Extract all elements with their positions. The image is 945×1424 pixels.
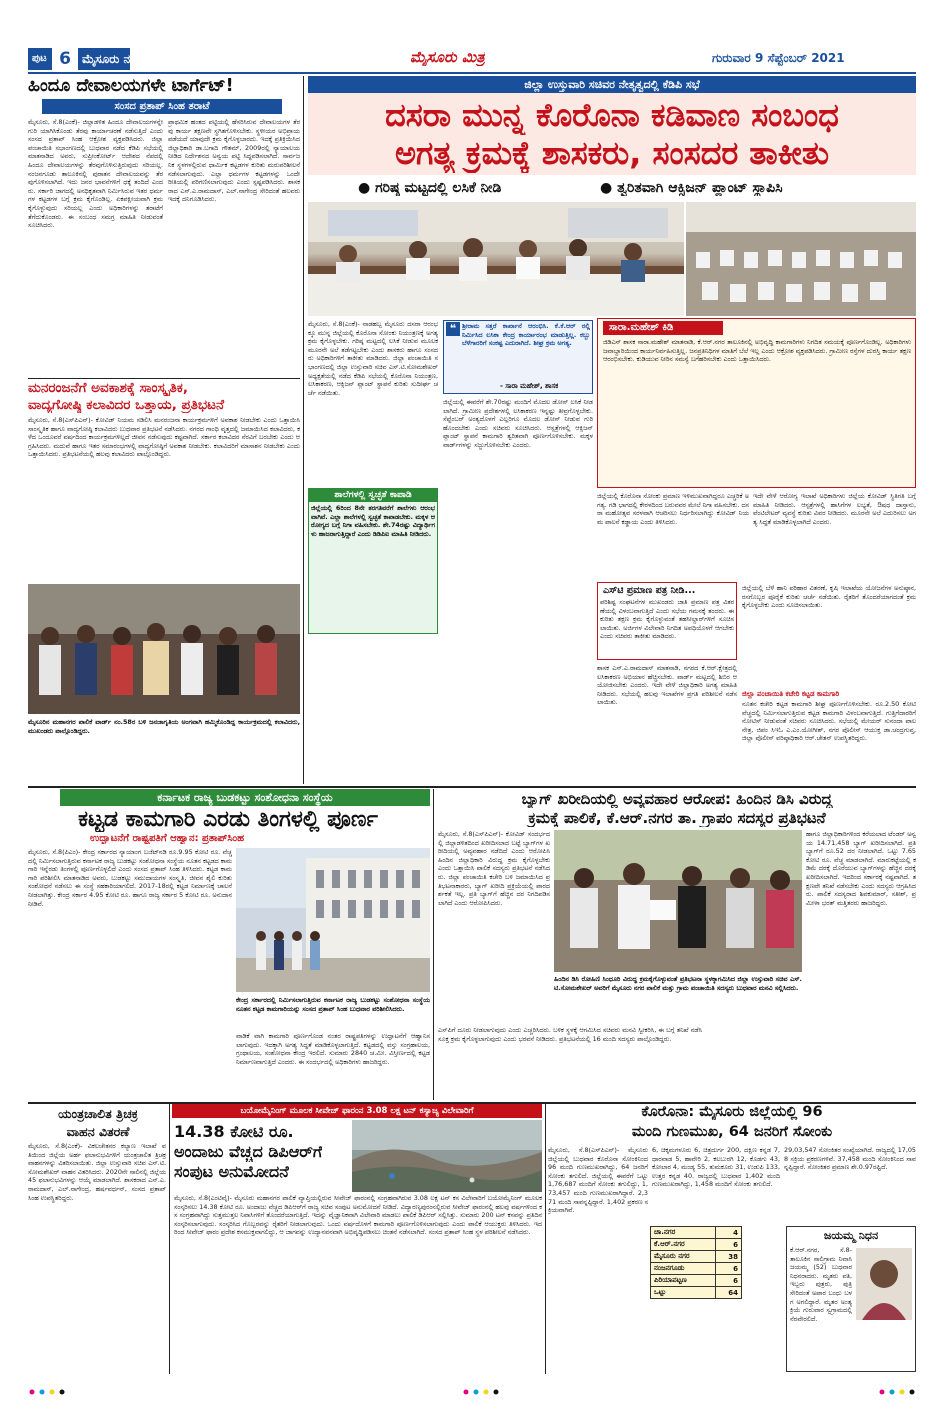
lead-story-col-4: ಶಾಸಕ ಎಸ್.ಎ.ರಾಮದಾಸ್ ಮಾತನಾಡಿ, ನಗರದ ಕೆ.ಆರ್.ಕ್ಷೇತ್ರದಲ್ಲಿ ಲಸಿಕಾಕರಣ ಅಭಿಯಾನ ಹೆಚ್ಚಿಸಬೇಕು. ವಾರ್ಡ್ ಮಟ್ಟದಲ್ಲಿ ಶಿಬಿರ ಆಯೋಜಿಸಬೇಕು ಎಂದರು. ಇದೇ ವೇಳೆ ಜಿಲ್ಲಾಧಿಕಾರಿ ಅಗತ್ಯ ಮಾಹಿತಿ ನೀಡಿದರು. ಸಭೆಯಲ್ಲಿ ಹಲವು ಇಲಾಖೆಗಳ ಪ್ರಗತಿ ಪರಿಶೀಲನೆ ನಡೆಸಲಾಯಿತು. [597,664,737,707]
building-caption: ಕೇಂದ್ರ ಸರ್ಕಾರದಲ್ಲಿ ನಿರ್ಮಿಸಲಾಗುತ್ತಿರುವ ಕರ್ನಾಟಕ ರಾಜ್ಯ ಬುಡಕಟ್ಟು ಸಂಶೋಧನಾ ಸಂಸ್ಥೆಯ ನೂತನ ಕಟ್ಟಡ ಕಾಮಗಾರಿಯನ್ನು ಸಂಸದ ಪ್ರತಾಪ್ ಸಿಂಹ ಬುಧವಾರ ಪರಿಶೀಲಿಸಿದರು. [236,996,430,1013]
entertainment-body: ಮೈಸೂರು, ಸೆ.8(ಎಸ್‌ಪಿಎನ್)- ಕೋವಿಡ್ ನಿಯಮ ಸಡಿಲಿಸಿ ಮನರಂಜನಾ ಕಾರ್ಯಕ್ರಮಗಳಿಗೆ ಅವಕಾಶ ನೀಡಬೇಕು ಎಂದು ಒತ್ತಾಯಿಸಿ ಸಾಂಸ್ಕೃತಿಕ ಹಾಗೂ ವಾದ್ಯಗೋಷ್ಠಿ ಕಲಾವಿದರು ಬುಧವಾರ ಪ್ರತಿಭಟನೆ ನಡೆಸಿದರು. ನಗರದ ಗಾಂಧಿ ವೃತ್ತದಲ್ಲಿ ಜಮಾಯಿಸಿದ ಕಲಾವಿದರು, ಕಳೆದ ಒಂದೂವರೆ ವರ್ಷದಿಂದ ಕಾರ್ಯಕ್ರಮಗಳಿಲ್ಲದೆ ಜೀವನ ನಡೆಸುವುದು ಕಷ್ಟವಾಗಿದೆ. ಸರ್ಕಾರ ಕಲಾವಿದರ ನೆರವಿಗೆ ಬರಬೇಕು ಎಂದು ಆಗ್ರಹಿಸಿದರು. ಮದುವೆ ಹಾಗೂ ಇತರ ಸಮಾರಂಭಗಳಲ್ಲಿ ವಾದ್ಯಗೋಷ್ಠಿಗೆ ಅವಕಾಶ ನೀಡಬೇಕು. ಕಲಾವಿದರಿಗೆ ಮಾಸಾಶನ ನೀಡಬೇಕು ಎಂದು ಒತ್ತಾಯಿಸಿದರು. ಪ್ರತಿಭಟನೆಯಲ್ಲಿ ಹಲವು ಕಲಾವಿದರು ಪಾಲ್ಗೊಂಡಿದ್ದರು. [28,416,300,459]
st-certificate-title: ಎಸ್‌ಟಿ ಪ್ರಮಾಣ ಪತ್ರ ನೀಡಿ... [603,585,696,596]
building-body-2: ವಾಡಿಕೆ ವಾಗಿ ಕಾಮಗಾರಿ ಪೂರ್ಣಗೊಂಡ ನಂತರ ರಾಷ್ಟ್ರಪತಿಗಳನ್ನು ಉದ್ಘಾಟನೆಗೆ ಆಹ್ವಾನಿಸಲಾಗುವುದು. ಇದಕ್ಕಾಗಿ ಅಗತ್ಯ ಸಿದ್ಧತೆ ಮಾಡಿಕೊಳ್ಳಲಾಗುತ್ತಿದೆ. ಕಟ್ಟಡದಲ್ಲಿ ವಸ್ತು ಸಂಗ್ರಹಾಲಯ, ಗ್ರಂಥಾಲಯ, ಸಂಶೋಧನಾ ಕೇಂದ್ರ ಇರಲಿದೆ. ಸುಮಾರು 2840 ಚ.ಮೀ. ವಿಸ್ತೀರ್ಣದಲ್ಲಿ ಕಟ್ಟಡ ನಿರ್ಮಾಣವಾಗುತ್ತಿದೆ ಎಂದರು. ಈ ಸಂದರ್ಭದಲ್ಲಿ ಅಧಿಕಾರಿಗಳು ಹಾಜರಿದ್ದರು. [236,1032,430,1066]
bag-headline-2: ಕ್ರಮಕ್ಕೆ ಪಾಲಿಕೆ, ಕೆ.ಆರ್.ನಗರ ತಾ. ಗ್ರಾಪಂ ಸದಸ್ಯರ ಪ್ರತಿಭಟನೆ [528,809,826,827]
schools-text: ಜಿಲ್ಲೆಯಲ್ಲಿ 6ರಿಂದ 8ನೇ ತರಗತಿವರೆಗೆ ಶಾಲೆಗಳು ಆರಂಭವಾಗಿವೆ. ಎಲ್ಲಾ ಶಾಲೆಗಳಲ್ಲಿ ಸ್ವಚ್ಛತೆ ಕಾಪಾಡಬೇಕು. ಮಕ್ಕಳ ಆರೋಗ್ಯದ ಬಗ್ಗೆ ನಿಗಾ ವಹಿಸಬೇಕು. ಶೇ.74ರಷ್ಟು ವಿದ್ಯಾರ್ಥಿಗಳು ಹಾಜರಾಗುತ್ತಿದ್ದಾರೆ ಎಂದು ಡಿಡಿಪಿಐ ಮಾಹಿತಿ ನೀಡಿದರು. [311,504,435,538]
temple-subhead: ಸಂಸದ ಪ್ರತಾಪ್ ಸಿಂಹ ತರಾಟೆ [42,99,282,114]
column-divider [169,1104,170,1374]
table-row [651,1239,742,1251]
table-row [651,1251,742,1263]
mech-body: ಮೈಸೂರು, ಸೆ.8(ಎಂಕೆ)- ವಿಕಲಚೇತನರ ಕಲ್ಯಾಣ ಇಲಾಖೆ ವತಿಯಿಂದ ಜಿಲ್ಲೆಯ ಅರ್ಹ ಫಲಾನುಭವಿಗಳಿಗೆ ಯಂತ್ರಚಾಲಿತ ತ್ರಿಚಕ್ರ ವಾಹನಗಳನ್ನು ವಿತರಿಸಲಾಯಿತು. ಜಿಲ್ಲಾ ಉಸ್ತುವಾರಿ ಸಚಿವ ಎಸ್.ಟಿ.ಸೋಮಶೇಖರ್ ವಾಹನ ವಿತರಿಸಿದರು. 2020ನೇ ಸಾಲಿನಲ್ಲಿ ಜಿಲ್ಲೆಯ 45 ಫಲಾನುಭವಿಗಳನ್ನು ಆಯ್ಕೆ ಮಾಡಲಾಗಿದೆ. ಶಾಸಕರಾದ ಎಸ್.ಎ.ರಾಮದಾಸ್, ಎಲ್.ನಾಗೇಂದ್ರ, ಹರ್ಷವರ್ಧನ್, ಸಂಸದ ಪ್ರತಾಪ್ ಸಿಂಹ ಉಪಸ್ಥಿತರಿದ್ದರು. [28,1142,166,1202]
header-rule [28,72,916,74]
table-row [651,1227,742,1239]
building-kicker: ಕರ್ನಾಟಕ ರಾಜ್ಯ ಬುಡಕಟ್ಟು ಸಂಶೋಧನಾ ಸಂಸ್ಥೆಯ [60,789,430,806]
table-cell: 6 [716,1239,742,1251]
lead-headline-1: ದಸರಾ ಮುನ್ನ ಕೊರೊನಾ ಕಡಿವಾಣ ಸಂಬಂಧ [385,96,839,134]
page-number: 6 [52,48,78,70]
building-headline: ಕಟ್ಟಡ ಕಾಮಗಾರಿ ಎರಡು ತಿಂಗಳಲ್ಲಿ ಪೂರ್ಣ [78,807,378,832]
entertainment-caption: ಮೈಸೂರಿನ ಮಹಾನಗರ ಪಾಲಿಕೆ ವಾರ್ಡ್ ನಂ.58ರ ಬಳಿ ಜನಜಾಗೃತಿಯ ಅಂಗವಾಗಿ ಹಮ್ಮಿಕೊಂಡಿದ್ದ ಕಾರ್ಯಕ್ರಮದಲ್ಲಿ ಕಲಾವಿದರು, ಮುಖಂಡರು ಪಾಲ್ಗೊಂಡಿದ್ದರು. [28,718,300,735]
biomining-headline-1: 14.38 ಕೋಟಿ ರೂ. [174,1122,294,1141]
biomining-headline-3: ಸಂಪುಟ ಅನುಮೋದನೆ [174,1162,289,1181]
obituary-title: ಜಯಮ್ಮ ನಿಧನ [823,1229,879,1242]
bag-protest-photo [554,830,802,972]
quote-text: ಶ್ರೀರಾಮ ಸತ್ತರೆ ಕಾರ್ಖಾನೆ ಆರಂಭಿಸಿ. ಕೆ.ಕೆ.ಆರ್ ರಲ್ಲಿ ನಿರ್ಮಿಸಿದ ಲಸಿಕಾ ಕೇಂದ್ರ ಕಾರ್ಯಾರಂಭ ಮಾಡುತ್ತಿಲ್ಲ. ಕಬ್ಬು ಬೆಳೆಗಾರರಿಗೆ ಸಂಕಷ್ಟ ಎದುರಾಗಿದೆ. ಶೀಘ್ರ ಕ್ರಮ ಅಗತ್ಯ. [462,322,590,348]
bag-headline-1: ಬ್ಯಾಗ್ ಖರೀದಿಯಲ್ಲಿ ಅವ್ಯವಹಾರ ಆರೋಪ: ಹಿಂದಿನ ಡಿಸಿ ವಿರುದ್ಧ [521,790,833,808]
table-row [651,1275,742,1287]
table-cell: ಮೈಸೂರು ನಗರ [651,1251,716,1263]
lead-story-col-1: ಮೈಸೂರು, ಸೆ.8(ಎಂಕೆ)- ನಾಡಹಬ್ಬ ಮೈಸೂರು ದಸರಾ ಆರಂಭಕ್ಕೂ ಮುನ್ನ ಜಿಲ್ಲೆಯಲ್ಲಿ ಕೊರೊನಾ ಸೋಂಕು ನಿಯಂತ್ರಣಕ್ಕೆ ಅಗತ್ಯ ಕ್ರಮ ಕೈಗೊಳ್ಳಬೇಕು. ಗರಿಷ್ಠ ಮಟ್ಟದಲ್ಲಿ ಲಸಿಕೆ ನೀಡುವ ಮೂಲಕ ಮೂರನೇ ಅಲೆ ತಡೆಗಟ್ಟಬೇಕು ಎಂದು ಶಾಸಕರು ಹಾಗೂ ಸಂಸದರು ಅಧಿಕಾರಿಗಳಿಗೆ ತಾಕೀತು ಮಾಡಿದರು. ಜಿಲ್ಲಾ ಪಂಚಾಯಿತಿ ಸಭಾಂಗಣದಲ್ಲಿ ಜಿಲ್ಲಾ ಉಸ್ತುವಾರಿ ಸಚಿವ ಎಸ್.ಟಿ.ಸೋಮಶೇಖರ್ ಅಧ್ಯಕ್ಷತೆಯಲ್ಲಿ ನಡೆದ ಕೆಡಿಪಿ ಸಭೆಯಲ್ಲಿ ಕೊರೊನಾ ನಿಯಂತ್ರಣ, ಲಸಿಕಾಕರಣ, ಆಕ್ಸಿಜನ್ ಪ್ಲಾಂಟ್ ಸ್ಥಾಪನೆ ಕುರಿತು ಸುದೀರ್ಘ ಚರ್ಚೆ ನಡೆಯಿತು. [308,320,438,397]
biomining-body: ಮೈಸೂರು, ಸೆ.8(ಎಂಟಿವೈ)- ಮೈಸೂರು ಮಹಾನಗರ ಪಾಲಿಕೆ ವ್ಯಾಪ್ತಿಯಲ್ಲಿರುವ ಸೀವೇಜ್ ಫಾರಂನಲ್ಲಿ ಸಂಗ್ರಹವಾಗಿರುವ 3.08 ಲಕ್ಷ ಟನ್ ಕಸ ವಿಲೇವಾರಿಗೆ ಬಯೋಮೈನಿಂಗ್ ಮೂಲಕ ಸಂಸ್ಕರಿಸಲು 14.38 ಕೋಟಿ ರೂ. ಅಂದಾಜು ವೆಚ್ಚದ ಡಿಪಿಆರ್‌ಗೆ ರಾಜ್ಯ ಸಚಿವ ಸಂಪುಟ ಅನುಮೋದನೆ ನೀಡಿದೆ. ವಿದ್ಯಾರಣ್ಯಪುರಂನಲ್ಲಿರುವ ಸೀವೇಜ್ ಫಾರಂನಲ್ಲಿ ಹಲವು ವರ್ಷಗಳಿಂದ ಕಸ ಸಂಗ್ರಹವಾಗಿದ್ದು ಸುತ್ತಮುತ್ತಲ ನಿವಾಸಿಗಳಿಗೆ ತೊಂದರೆಯಾಗುತ್ತಿದೆ. ಇದನ್ನು ವೈಜ್ಞಾನಿಕವಾಗಿ ವಿಲೇವಾರಿ ಮಾಡಲು ಪಾಲಿಕೆ ಡಿಪಿಆರ್ ಸಲ್ಲಿಸಿತ್ತು. ಸುಮಾರು 200 ಟನ್ ಕಸವನ್ನು ಪ್ರತಿದಿನ ಸಂಸ್ಕರಿಸಲಾಗುವುದು. ಸಂಸ್ಕರಿಸಿದ ಗೊಬ್ಬರವನ್ನು ರೈತರಿಗೆ ನೀಡಲಾಗುವುದು. ಒಂದು ವರ್ಷದೊಳಗೆ ಕಾಮಗಾರಿ ಪೂರ್ಣಗೊಳಿಸಲಾಗುವುದು ಎಂದು ಪಾಲಿಕೆ ಆಯುಕ್ತರು ತಿಳಿಸಿದರು. ಇದರಿಂದ ಸೀವೇಜ್ ಫಾರಂ ಪ್ರದೇಶ ಕಸಮುಕ್ತವಾಗಲಿದ್ದು, ಆ ಜಾಗವನ್ನು ಉದ್ಯಾನವನವಾಗಿ ಅಭಿವೃದ್ಧಿಪಡಿಸಲು ಚಿಂತನೆ ನಡೆಸಲಾಗಿದೆ. ಸಂಸದ ಪ್ರತಾಪ್ ಸಿಂಹ ಸ್ಥಳ ಪರಿಶೀಲನೆ ನಡೆಸಿದರು. [174,1194,542,1237]
table-cell: 4 [716,1227,742,1239]
bag-body-2: ಎಸ್‌ಪಿಗೆ ದೂರು ನೀಡಲಾಗುವುದು ಎಂದು ಎಚ್ಚರಿಸಿದರು. ಬಳಿಕ ಸ್ಥಳಕ್ಕೆ ಆಗಮಿಸಿದ ಸಚಿವರು ಮನವಿ ಸ್ವೀಕರಿಸಿ, ಈ ಬಗ್ಗೆ ತನಿಖೆ ನಡೆಸಿ ಸೂಕ್ತ ಕ್ರಮ ಕೈಗೊಳ್ಳಲಾಗುವುದು ಎಂದು ಭರವಸೆ ನೀಡಿದರು. ಪ್ರತಿಭಟನೆಯಲ್ಲಿ 16 ಮಂದಿ ಸದಸ್ಯರು ಪಾಲ್ಗೊಂಡಿದ್ದರು. [438,1026,702,1043]
temple-headline: ಹಿಂದೂ ದೇವಾಲಯಗಳೇ ಟಾರ್ಗೆಟ್! [28,76,234,96]
right-text-1: ಇದೇ ವೇಳೆ ಆರೋಗ್ಯ ಇಲಾಖೆ ಅಧಿಕಾರಿಗಳು ಜಿಲ್ಲೆಯ ಕೋವಿಡ್ ಸ್ಥಿತಿಗತಿ ಬಗ್ಗೆ ಮಾಹಿತಿ ನೀಡಿದರು. ಆಸ್ಪತ್ರೆಗಳಲ್ಲಿ ಹಾಸಿಗೆಗಳ ಲಭ್ಯತೆ, ಔಷಧ ದಾಸ್ತಾನು, ವೆಂಟಿಲೇಟರ್ ವ್ಯವಸ್ಥೆ ಕುರಿತು ವಿವರ ನೀಡಿದರು. ಮೂರನೇ ಅಲೆ ಎದುರಿಸಲು ಅಗತ್ಯ ಸಿದ್ಧತೆ ಮಾಡಿಕೊಳ್ಳಲಾಗಿದೆ ಎಂದರು. [753,492,916,526]
section-name: ಮೈಸೂರು ನಗರ [82,52,144,66]
covid-taluk-table [650,1226,742,1299]
schools-title: ಶಾಲೆಗಳಲ್ಲಿ ಸ್ವಚ್ಛತೆ ಕಾಪಾಡಿ [308,488,438,502]
covid-headline-2: ಮಂದಿ ಗುಣಮುಖ, 64 ಜನರಿಗೆ ಸೋಂಕು [631,1124,833,1140]
table-cell: 6 [716,1275,742,1287]
bag-body-3: ಹಾಗೂ ಜಿಲ್ಲಾಧಿಕಾರಿಗಳಿಂದ ಕರೆಯಲಾದ ಟೆಂಡರ್ ಅನ್ವಯ 14.71,458 ಬ್ಯಾಗ್ ಖರೀದಿಸಲಾಗಿದೆ. ಪ್ರತಿ ಬ್ಯಾಗ್‌ಗೆ ರೂ.52 ದರ ನೀಡಲಾಗಿದೆ. ಒಟ್ಟು 7.65 ಕೋಟಿ ರೂ. ವೆಚ್ಚ ಮಾಡಲಾಗಿದೆ. ಮಾರುಕಟ್ಟೆಯಲ್ಲಿ ಕಡಿಮೆ ದರಕ್ಕೆ ದೊರೆಯುವ ಬ್ಯಾಗ್‌ಗಳನ್ನು ಹೆಚ್ಚಿನ ದರಕ್ಕೆ ಖರೀದಿಸಲಾಗಿದೆ. ಇದರಿಂದ ಸರ್ಕಾರಕ್ಕೆ ನಷ್ಟವಾಗಿದೆ. ತಕ್ಷಣವೇ ತನಿಖೆ ನಡೆಸಬೇಕು ಎಂದು ಸದಸ್ಯರು ಆಗ್ರಹಿಸಿದರು. ಪಾಲಿಕೆ ಸದಸ್ಯರಾದ ಶಿವಕುಮಾರ್, ಸತೀಶ್, ಪ್ರಮೀಳಾ ಭರತ್ ಮತ್ತಿತರರು ಹಾಜರಿದ್ದರು. [806,830,916,907]
temple-body-left: ಮೈಸೂರು, ಸೆ.8(ಎಂಕೆ)- ಜಿಲ್ಲಾಡಳಿತ ಹಿಂದೂ ದೇವಾಲಯಗಳನ್ನೇ ಗುರಿ ಯಾಗಿಸಿಕೊಂಡು ತೆರವು ಕಾರ್ಯಾಚರಣೆ ನಡೆಸುತ್ತಿದೆ ಎಂದು ಸಂಸದ ಪ್ರತಾಪ್ ಸಿಂಹ ಆಕ್ರೋಶ ವ್ಯಕ್ತಪಡಿಸಿದರು. ಜಿಲ್ಲಾ ಪಂಚಾಯಿತಿ ಸಭಾಂಗಣದಲ್ಲಿ ಬುಧವಾರ ನಡೆದ ಕೆಡಿಪಿ ಸಭೆಯಲ್ಲಿ ಮಾತನಾಡಿದ ಅವರು, ಸುಪ್ರೀಂಕೋರ್ಟ್ ಆದೇಶದ ನೆಪದಲ್ಲಿ ಹಿಂದೂ ದೇವಾಲಯಗಳನ್ನು ತೆರವುಗೊಳಿಸುತ್ತಿರುವುದು ಸರಿಯಲ್ಲ. ನಂಜನಗೂಡು ತಾಲೂಕಿನಲ್ಲಿ ಪುರಾತನ ದೇವಾಲಯವನ್ನು ತೆರವುಗೊಳಿಸಲಾಗಿದೆ. ಇದು ಜನರ ಭಾವನೆಗಳಿಗೆ ಧಕ್ಕೆ ತಂದಿದೆ ಎಂದರು. ಸರ್ಕಾರಿ ಜಾಗದಲ್ಲಿ ಅನಧಿಕೃತವಾಗಿ ನಿರ್ಮಿಸಿರುವ ಇತರ ಧರ್ಮಗಳ ಕಟ್ಟಡಗಳ ಬಗ್ಗೆ ಕ್ರಮ ಕೈಗೊಂಡಿಲ್ಲ. ಏಕಪಕ್ಷೀಯವಾಗಿ ಕ್ರಮ ಕೈಗೊಳ್ಳುವುದು ಸರಿಯಲ್ಲ ಎಂದು ಅಧಿಕಾರಿಗಳನ್ನು ತರಾಟೆಗೆ ತೆಗೆದುಕೊಂಡರು. ಈ ಸಂಬಂಧ ಸಮಗ್ರ ಮಾಹಿತಿ ನೀಡುವಂತೆ ಸೂಚಿಸಿದರು. [28,118,163,230]
bag-body-1: ಮೈಸೂರು, ಸೆ.8(ಎಸ್‌ಪಿಎನ್)- ಕೋವಿಡ್ ಸಂದರ್ಭದಲ್ಲಿ ಜಿಲ್ಲಾಡಳಿತದಿಂದ ಖರೀದಿಸಲಾದ ಬಟ್ಟೆ ಬ್ಯಾಗ್‌ಗಳ ಖರೀದಿಯಲ್ಲಿ ಅವ್ಯವಹಾರ ನಡೆದಿದೆ ಎಂದು ಆರೋಪಿಸಿ ಹಿಂದಿನ ಜಿಲ್ಲಾಧಿಕಾರಿ ವಿರುದ್ಧ ಕ್ರಮ ಕೈಗೊಳ್ಳಬೇಕು ಎಂದು ಒತ್ತಾಯಿಸಿ ಪಾಲಿಕೆ ಸದಸ್ಯರು ಪ್ರತಿಭಟನೆ ನಡೆಸಿದರು. ಜಿಲ್ಲಾ ಪಂಚಾಯಿತಿ ಕಚೇರಿ ಬಳಿ ಜಮಾಯಿಸಿದ ಪ್ರತಿಭಟನಾಕಾರರು, ಬ್ಯಾಗ್ ಖರೀದಿ ಪ್ರಕ್ರಿಯೆಯಲ್ಲಿ ಪಾರದರ್ಶಕತೆ ಇಲ್ಲ. ಪ್ರತಿ ಬ್ಯಾಗ್‌ಗೆ ಹೆಚ್ಚಿನ ದರ ನಿಗದಿಪಡಿಸಲಾಗಿದೆ ಎಂದು ಆರೋಪಿಸಿದರು. [438,830,550,907]
tribal-building-photo [236,848,430,992]
artists-protest-photo [28,584,300,714]
lead-headline-2: ಅಗತ್ಯ ಕ್ರಮಕ್ಕೆ ಶಾಸಕರು, ಸಂಸದರ ತಾಕೀತು [394,134,830,172]
mech-headline-2: ವಾಹನ ವಿತರಣೆ [66,1124,130,1139]
meeting-hall-photo [686,202,916,316]
covid-body-2: 6, ಚಿಕ್ಕಮಗಳೂರು 6, ಚಿತ್ರದುರ್ಗ 200, ದಕ್ಷಿಣ ಕನ್ನಡ 7, ಧಾರವಾಡ 5, ಹಾವೇರಿ 2, ಕಲಬುರಗಿ 12, ಕೊಡಗು 43, ಕೋಲಾರ 4, ಮಂಡ್ಯ 55, ತುಮಕೂರು 31, ಉಡುಪಿ 133, ಉತ್ತರ ಕನ್ನಡ 40. ರಾಜ್ಯದಲ್ಲಿ ಬುಧವಾರ 1,402 ಮಂದಿ ಗುಣಮುಖರಾಗಿದ್ದು, 1,458 ಮಂದಿಗೆ ಸೋಂಕು ತಗುಲಿದೆ. [652,1146,780,1189]
section-rule [28,378,300,379]
column-divider [545,1104,546,1374]
sara-mahesh-text: ಜಿಡಿಎಸ್ ಶಾಸಕ ಸಾರಾ.ಮಹೇಶ್ ಮಾತನಾಡಿ, ಕೆ.ಆರ್.ನಗರ ತಾಲೂಕಿನಲ್ಲಿ ಅಭಿವೃದ್ಧಿ ಕಾಮಗಾರಿಗಳು ನಿಗದಿತ ಸಮಯಕ್ಕೆ ಪೂರ್ಣಗೊಂಡಿಲ್ಲ. ಅಧಿಕಾರಿಗಳು ಜವಾಬ್ದಾರಿಯಿಂದ ಕಾರ್ಯನಿರ್ವಹಿಸುತ್ತಿಲ್ಲ. ಜನಪ್ರತಿನಿಧಿಗಳ ಮಾತಿಗೆ ಬೆಲೆ ಇಲ್ಲ ಎಂದು ಆಕ್ರೋಶ ವ್ಯಕ್ತಪಡಿಸಿದರು. ಗ್ರಾಮೀಣ ರಸ್ತೆಗಳ ದುರಸ್ತಿ ಕಾರ್ಯ ತಕ್ಷಣ ಆರಂಭಿಸಬೇಕು. ಕುಡಿಯುವ ನೀರಿನ ಸಮಸ್ಯೆ ಬಗೆಹರಿಸಬೇಕು ಎಂದು ಒತ್ತಾಯಿಸಿದರು. [603,338,911,364]
bag-caption: ಹಿಂದಿನ ಡಿಸಿ ರೋಹಿಣಿ ಸಿಂಧೂರಿ ವಿರುದ್ಧ ಕ್ರಮಕೈಗೊಳ್ಳುವಂತೆ ಪ್ರತಿಭಟನಾ ಸ್ಥಳಕ್ಕಾಗಮಿಸಿದ ಜಿಲ್ಲಾ ಉಸ್ತುವಾರಿ ಸಚಿವ ಎಸ್.ಟಿ.ಸೋಮಶೇಖರ್ ಅವರಿಗೆ ಮೈಸೂರು ನಗರ ಪಾಲಿಕೆ ಮತ್ತು ಗ್ರಾಮ ಪಂಚಾಯಿತಿ ಸದಸ್ಯರು ಬುಧವಾರ ಮನವಿ ಸಲ್ಲಿಸಿದರು. [554,975,802,992]
biomining-headline-2: ಅಂದಾಜು ವೆಚ್ಚದ ಡಿಪಿಆರ್‌ಗೆ [174,1142,323,1161]
table-cell: ಒಟ್ಟು [651,1287,716,1299]
section-rule [28,786,916,788]
table-cell: ಚಾ.ನಗರ [651,1227,716,1239]
building-subhead: ಉದ್ಘಾಟನೆಗೆ ರಾಷ್ಟ್ರಪತಿಗೆ ಆಹ್ವಾನ: ಪ್ರತಾಪ್‌ಸಿಂಹ [90,833,245,844]
lead-story-col-3: ಜಿಲ್ಲೆಯಲ್ಲಿ ಕೊರೊನಾ ಸೋಂಕು ಪ್ರಮಾಣ ಇಳಿಮುಖವಾಗಿದ್ದರೂ ಎಚ್ಚರಿಕೆ ಅಗತ್ಯ. ಗಡಿ ಭಾಗದಲ್ಲಿ ಕೇರಳದಿಂದ ಬರುವವರ ಮೇಲೆ ನಿಗಾ ವಹಿಸಬೇಕು. ದಸರಾ ಮಹೋತ್ಸವ ಸರಳವಾಗಿ ಆಚರಿಸಲು ನಿರ್ಧರಿಸಲಾಗಿದ್ದು ಕೋವಿಡ್ ನಿಯಮ ಪಾಲನೆ ಕಡ್ಡಾಯ ಎಂದು ತಿಳಿಸಿದರು. [597,492,749,526]
st-certificate-text: ಪರಿಶಿಷ್ಟ ಸಂಘಟನೆಗಳ ಮುಖಂಡರು ಜಾತಿ ಪ್ರಮಾಣ ಪತ್ರ ವಿತರಣೆಯಲ್ಲಿ ವಿಳಂಬವಾಗುತ್ತಿದೆ ಎಂದು ಸಭೆಯ ಗಮನಕ್ಕೆ ತಂದರು. ಈ ಕುರಿತು ತಕ್ಷಣ ಕ್ರಮ ಕೈಗೊಳ್ಳುವಂತೆ ತಹಸೀಲ್ದಾರ್‌ಗಳಿಗೆ ಸೂಚಿಸಲಾಯಿತು. ಅರ್ಜಿಗಳ ವಿಲೇವಾರಿ ನಿಗದಿತ ಅವಧಿಯೊಳಗೆ ಆಗಬೇಕು ಎಂದು ಸಚಿವರು ತಾಕೀತು ಮಾಡಿದರು. [600,598,734,641]
table-cell: 64 [716,1287,742,1299]
table-cell: ಪಿರಿಯಾಪಟ್ಟಣ [651,1275,716,1287]
sara-mahesh-title: ಸಾರಾ.ಮಹೇಶ್ ಕಿಡಿ [603,321,723,335]
quote-byline: - ಸಾರಾ ಮಹೇಶ್, ಶಾಸಕ [500,382,559,390]
table-cell: 6 [716,1263,742,1275]
covid-body-3: 29,03,547 ಸೋಂಕಿತರ ಸಂಖ್ಯೆಯಾಗಿದೆ. ರಾಜ್ಯದಲ್ಲಿ 17,058 ಸಕ್ರಿಯ ಪ್ರಕರಣಗಳಿವೆ. 37,458 ಮಂದಿ ಸೋಂಕಿನಿಂದ ಸಾವನ್ನಪ್ಪಿದ್ದಾರೆ. ಸೋಂಕಿತರ ಪ್ರಮಾಣ ಶೇ.0.97ರಷ್ಟಿದೆ. [784,1146,916,1172]
covid-body-filler [746,1228,782,1372]
entertainment-headline-2: ವಾದ್ಯಗೋಷ್ಠಿ ಕಲಾವಿದರ ಒತ್ತಾಯ, ಪ್ರತಿಭಟನೆ [28,397,225,413]
lead-bullet-2: ● ತ್ವರಿತವಾಗಿ ಆಕ್ಸಿಜನ್ ಪ್ಲಾಂಟ್ ಸ್ಥಾಪಿಸಿ [600,180,783,196]
page-label: ಪುಟ [32,53,47,64]
table-cell: ಕೆ.ಆರ್.ನಗರ [651,1239,716,1251]
table-row [651,1287,742,1299]
table-cell: ನಂಜನಗೂಡು [651,1263,716,1275]
biomining-kicker: ಬಯೋಮೈನಿಂಗ್ ಮೂಲಕ ಸೀವೇಜ್ ಫಾರಂನ 3.08 ಲಕ್ಷ ಟನ್ ಕಸ್ಯಾಜ್ಯ ವಿಲೇವಾರಿಗೆ [172,1104,542,1118]
masthead: ಮೈಸೂರು ಮಿತ್ರ [410,48,485,66]
obituary-text: ಕೆ.ಆರ್.ನಗರ, ಸೆ.8- ತಾಲೂಕಿನ ಸಾಲಿಗ್ರಾಮ ನಿವಾಸಿ ಜಯಮ್ಮ (52) ಬುಧವಾರ ನಿಧನರಾದರು. ಮೃತರು ಪತಿ, ಇಬ್ಬರು ಪುತ್ರರು, ಪುತ್ರಿ ಸೇರಿದಂತೆ ಅಪಾರ ಬಂಧು ಬಳಗ ಅಗಲಿದ್ದಾರೆ. ಮೃತರ ಅಂತ್ಯಕ್ರಿಯೆ ಗುರುವಾರ ಸ್ವಗ್ರಾಮದಲ್ಲಿ ನೆರವೇರಲಿದೆ. [790,1246,852,1323]
covid-body-1: ಮೈಸೂರು, ಸೆ.8(ಎಸ್‌ಪಿಎನ್)- ಮೈಸೂರು ಜಿಲ್ಲೆಯಲ್ಲಿ ಬುಧವಾರ ಕೊರೊನಾ ಸೋಂಕಿನಿಂದ 96 ಮಂದಿ ಗುಣಮುಖರಾಗಿದ್ದು, 64 ಜನರಿಗೆ ಸೋಂಕು ತಗುಲಿದೆ. ಜಿಲ್ಲೆಯಲ್ಲಿ ಈವರೆಗೆ ಒಟ್ಟು 1,76,687 ಮಂದಿಗೆ ಸೋಂಕು ತಗುಲಿದ್ದು, 1,73,457 ಮಂದಿ ಗುಣಮುಖರಾಗಿದ್ದಾರೆ. 2,371 ಮಂದಿ ಸಾವನ್ನಪ್ಪಿದ್ದಾರೆ. 1,402 ಪ್ರಕರಣ ಸಕ್ರಿಯವಾಗಿವೆ. [548,1146,648,1215]
quote-icon: ❝ [446,322,460,336]
temple-body-right: ಪ್ರಾಥಮಿಕ ಹಂತದ ಪಟ್ಟಿಯಲ್ಲಿ ಹೆಸರಿಸಿರುವ ದೇವಾಲಯಗಳ ತೆರವು ಕಾರ್ಯ ತಕ್ಷಣವೇ ಸ್ಥಗಿತಗೊಳಿಸಬೇಕು. ಸ್ಥಳೀಯರ ಅಭಿಪ್ರಾಯ ಪಡೆಯದೆ ಯಾವುದೇ ಕ್ರಮ ಕೈಗೊಳ್ಳಬಾರದು. ಇದಕ್ಕೆ ಪ್ರತಿಕ್ರಿಯಿಸಿದ ಜಿಲ್ಲಾಧಿಕಾರಿ ಡಾ.ಬಗಾದಿ ಗೌತಮ್, 2009ರಲ್ಲಿ ನ್ಯಾಯಾಲಯ ನೀಡಿದ ನಿರ್ದೇಶನದ ಅನ್ವಯ ಪಟ್ಟಿ ಸಿದ್ಧಪಡಿಸಲಾಗಿದೆ. ಸಾರ್ವಜನಿಕ ಸ್ಥಳಗಳಲ್ಲಿರುವ ಧಾರ್ಮಿಕ ಕಟ್ಟಡಗಳ ಕುರಿತು ಮರುಪರಿಶೀಲನೆ ನಡೆಸಲಾಗುವುದು. ಎಲ್ಲಾ ಧರ್ಮಗಳ ಕಟ್ಟಡಗಳನ್ನು ಒಂದೇ ರೀತಿಯಲ್ಲಿ ಪರಿಗಣಿಸಲಾಗುವುದು ಎಂದು ಸ್ಪಷ್ಟಪಡಿಸಿದರು. ಶಾಸಕರಾದ ಎಸ್.ಎ.ರಾಮದಾಸ್, ಎಲ್.ನಾಗೇಂದ್ರ ಸೇರಿದಂತೆ ಹಲವರು ಇದಕ್ಕೆ ದನಿಗೂಡಿಸಿದರು. [168,118,300,204]
right-sub-title: ಜಿಲ್ಲಾ ಪಂಚಾಯಿತಿ ಕಚೇರಿ ಕಟ್ಟಡ ಕಾಮಗಾರಿ [742,690,840,698]
mech-headline-1: ಯಂತ್ರಚಾಲಿತ ತ್ರಿಚಕ್ರ [58,1106,138,1121]
kdp-meeting-photo [308,202,684,316]
lead-story-col-2: ಜಿಲ್ಲೆಯಲ್ಲಿ ಈವರೆಗೆ ಶೇ.70ರಷ್ಟು ಮಂದಿಗೆ ಮೊದಲ ಡೋಸ್ ಲಸಿಕೆ ನೀಡಲಾಗಿದೆ. ಗ್ರಾಮೀಣ ಪ್ರದೇಶಗಳಲ್ಲಿ ಲಸಿಕಾಕರಣ ಇನ್ನಷ್ಟು ತೀವ್ರಗೊಳ್ಳಬೇಕು. ಸೆಪ್ಟೆಂಬರ್ ಅಂತ್ಯದೊಳಗೆ ಎಲ್ಲರಿಗೂ ಮೊದಲ ಡೋಸ್ ನೀಡುವ ಗುರಿ ಹೊಂದಬೇಕು ಎಂದು ಸಚಿವರು ಸೂಚಿಸಿದರು. ಆಸ್ಪತ್ರೆಗಳಲ್ಲಿ ಆಕ್ಸಿಜನ್ ಪ್ಲಾಂಟ್ ಸ್ಥಾಪನೆ ಕಾಮಗಾರಿ ತ್ವರಿತವಾಗಿ ಪೂರ್ಣಗೊಳಿಸಬೇಕು. ಮಕ್ಕಳ ವಾರ್ಡ್‌ಗಳನ್ನು ಸಜ್ಜುಗೊಳಿಸಬೇಕು ಎಂದರು. [443,398,593,449]
building-body: ಮೈಸೂರು, ಸೆ.8(ಪಿಎಂ)- ಕೇಂದ್ರ ಸರ್ಕಾರದ ನ್ಯಾಯಾಂಗ ಬಜೆಟ್‌ನಡಿ ರೂ.9.95 ಕೋಟಿ ರೂ. ವೆಚ್ಚದಲ್ಲಿ ನಿರ್ಮಿಸಲಾಗುತ್ತಿರುವ ಕರ್ನಾಟಕ ರಾಜ್ಯ ಬುಡಕಟ್ಟು ಸಂಶೋಧನಾ ಸಂಸ್ಥೆಯ ನೂತನ ಕಟ್ಟಡದ ಕಾಮಗಾರಿ ಇನ್ನೆರಡು ತಿಂಗಳಲ್ಲಿ ಪೂರ್ಣಗೊಳ್ಳಲಿದೆ ಎಂದು ಸಂಸದ ಪ್ರತಾಪ್ ಸಿಂಹ ತಿಳಿಸಿದರು. ಕಟ್ಟಡ ಕಾಮಗಾರಿ ಪರಿಶೀಲಿಸಿ ಮಾತನಾಡಿದ ಅವರು, ಬುಡಕಟ್ಟು ಸಮುದಾಯಗಳ ಸಂಸ್ಕೃತಿ, ಜೀವನ ಶೈಲಿ ಕುರಿತು ಸಂಶೋಧನೆ ನಡೆಸಲು ಈ ಸಂಸ್ಥೆ ಸಹಕಾರಿಯಾಗಲಿದೆ. 2017-18ರಲ್ಲಿ ಕಟ್ಟಡ ನಿರ್ಮಾಣಕ್ಕೆ ಚಾಲನೆ ನೀಡಲಾಗಿತ್ತು. ಕೇಂದ್ರ ಸರ್ಕಾರ 4.95 ಕೋಟಿ ರೂ. ಹಾಗೂ ರಾಜ್ಯ ಸರ್ಕಾರ 5 ಕೋಟಿ ರೂ. ಅನುದಾನ ನೀಡಿವೆ. [28,848,232,908]
entertainment-headline-1: ಮನರಂಜನೆಗೆ ಅವಕಾಶಕ್ಕೆ ಸಾಂಸ್ಕೃತಿಕ, [28,380,188,396]
print-color-bar [28,1380,916,1386]
lead-kicker: ಜಿಲ್ಲಾ ಉಸ್ತುವಾರಿ ಸಚಿವರ ನೇತೃತ್ವದಲ್ಲಿ ಕೆಡಿಪಿ ಸಭೆ [308,76,916,93]
header-date: ಗುರುವಾರ 9 ಸೆಪ್ಟೆಂಬರ್ 2021 [712,51,845,65]
column-divider [433,789,434,1100]
right-text-3: ನೂತನ ಕಚೇರಿ ಕಟ್ಟಡ ಕಾಮಗಾರಿ ಶೀಘ್ರ ಪೂರ್ಣಗೊಳಿಸಬೇಕು. ರೂ.2.50 ಕೋಟಿ ವೆಚ್ಚದಲ್ಲಿ ನಿರ್ಮಿಸಲಾಗುತ್ತಿರುವ ಕಟ್ಟಡ ಕಾಮಗಾರಿ ವಿಳಂಬವಾಗುತ್ತಿದೆ. ಗುತ್ತಿಗೆದಾರರಿಗೆ ನೋಟಿಸ್ ನೀಡುವಂತೆ ಸಚಿವರು ಸೂಚಿಸಿದರು. ಸಭೆಯಲ್ಲಿ ಮೇಯರ್ ಸುನಂದಾ ಪಾಲನೇತ್ರ, ಜಿಪಂ ಸಿಇಓ ಎ.ಎಂ.ಯೋಗೀಶ್, ನಗರ ಪೊಲೀಸ್ ಆಯುಕ್ತ ಡಾ.ಚಂದ್ರಗುಪ್ತ, ಜಿಲ್ಲಾ ಪೊಲೀಸ್ ವರಿಷ್ಠಾಧಿಕಾರಿ ಆರ್.ಚೇತನ್ ಉಪಸ್ಥಿತರಿದ್ದರು. [742,700,916,743]
column-divider [303,76,304,784]
lead-bullet-1: ● ಗರಿಷ್ಠ ಮಟ್ಟದಲ್ಲಿ ಲಸಿಕೆ ನೀಡಿ [358,180,502,196]
table-row [651,1263,742,1275]
right-text-2: ಜಿಲ್ಲೆಯಲ್ಲಿ ಬೆಳೆ ಹಾನಿ ಪರಿಹಾರ ವಿತರಣೆ, ಕೃಷಿ ಇಲಾಖೆಯ ಯೋಜನೆಗಳ ಅನುಷ್ಠಾನ, ರಸಗೊಬ್ಬರ ಪೂರೈಕೆ ಕುರಿತು ಚರ್ಚೆ ನಡೆಯಿತು. ರೈತರಿಗೆ ತೊಂದರೆಯಾಗದಂತೆ ಕ್ರಮ ಕೈಗೊಳ್ಳಬೇಕು ಎಂದು ಸೂಚಿಸಲಾಯಿತು. [742,584,916,610]
obituary-portrait [856,1248,912,1320]
sewage-farm-photo [352,1120,542,1192]
table-cell: 38 [716,1251,742,1263]
covid-headline-1: ಕೊರೊನಾ: ಮೈಸೂರು ಜಿಲ್ಲೆಯಲ್ಲಿ 96 [641,1104,823,1120]
